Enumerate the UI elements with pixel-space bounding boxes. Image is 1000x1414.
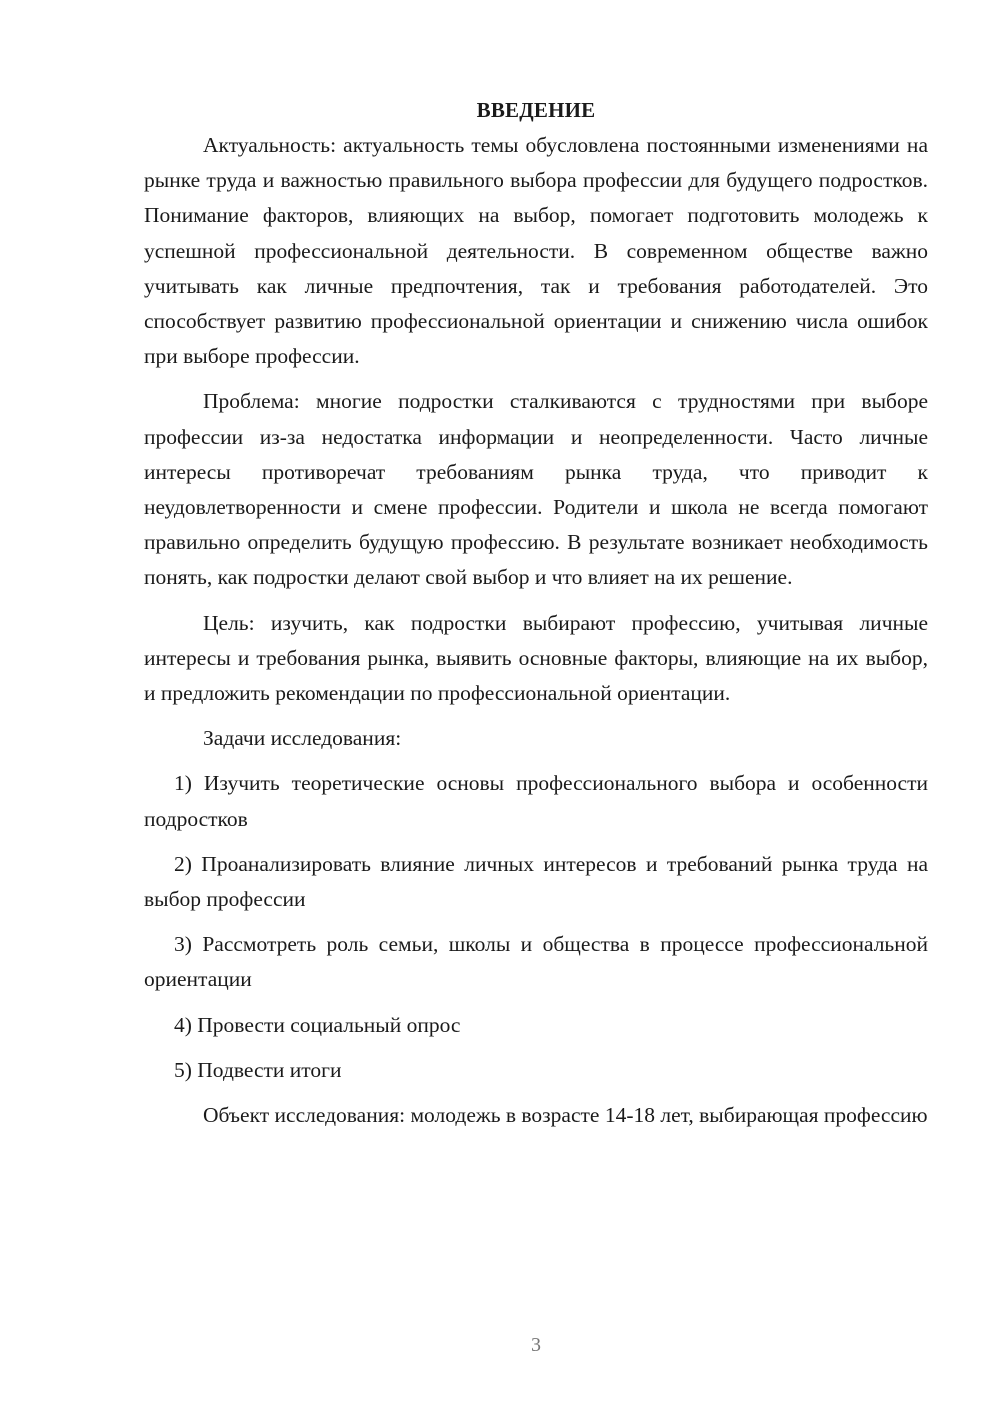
paragraph-object: Объект исследования: молодежь в возрасте 14-18 лет, выбирающая профессию	[203, 1103, 928, 1128]
task-item-1: 1) Изучить теоретические основы профессионального выбора и особенности подростков	[144, 771, 928, 831]
task-item-4: 4) Провести социальный опрос	[174, 1012, 461, 1037]
page-number: 3	[531, 1334, 541, 1356]
paragraph-goal: Цель: изучить, как подростки выбирают профессию, учитывая личные интересы и требования рынка, выявить основные факторы, влияющие на их выбор, и предложить рекомендации по профессиональной ориентации.	[144, 610, 928, 706]
paragraph-relevance: Актуальность: актуальность темы обусловлена постоянными изменениями на рынке труда и важностью правильного выбора профессии для будущего подростков. Понимание факторов, влияющих на выбор, помогает подготовить молодежь к успешной профессиональной деятельности. В современном обществе важно учитывать как личные предпочтения, так и требования работодателей. Это способствует развитию профессиональной ориентации и снижению числа ошибок при выборе профессии.	[144, 133, 928, 369]
task-item-3: 3) Рассмотреть роль семьи, школы и общества в процессе профессиональной ориентации	[144, 932, 928, 992]
document-page	[144, 93, 928, 1133]
paragraph-problem: Проблема: многие подростки сталкиваются с трудностями при выборе профессии из-за недостатка информации и неопределенности. Часто личные интересы противоречат требованиям рынка труда, что приводит к неудовлетворенности и смене профессии. Родители и школа не всегда помогают правильно определить будущую профессию. В результате возникает необходимость понять, как подростки делают свой выбор и что влияет на их решение.	[144, 389, 928, 590]
task-item-5: 5) Подвести итоги	[174, 1057, 342, 1082]
tasks-title: Задачи исследования:	[203, 726, 402, 751]
section-heading: ВВЕДЕНИЕ	[476, 98, 596, 122]
task-item-2: 2) Проанализировать влияние личных интересов и требований рынка труда на выбор профессии	[144, 851, 928, 912]
